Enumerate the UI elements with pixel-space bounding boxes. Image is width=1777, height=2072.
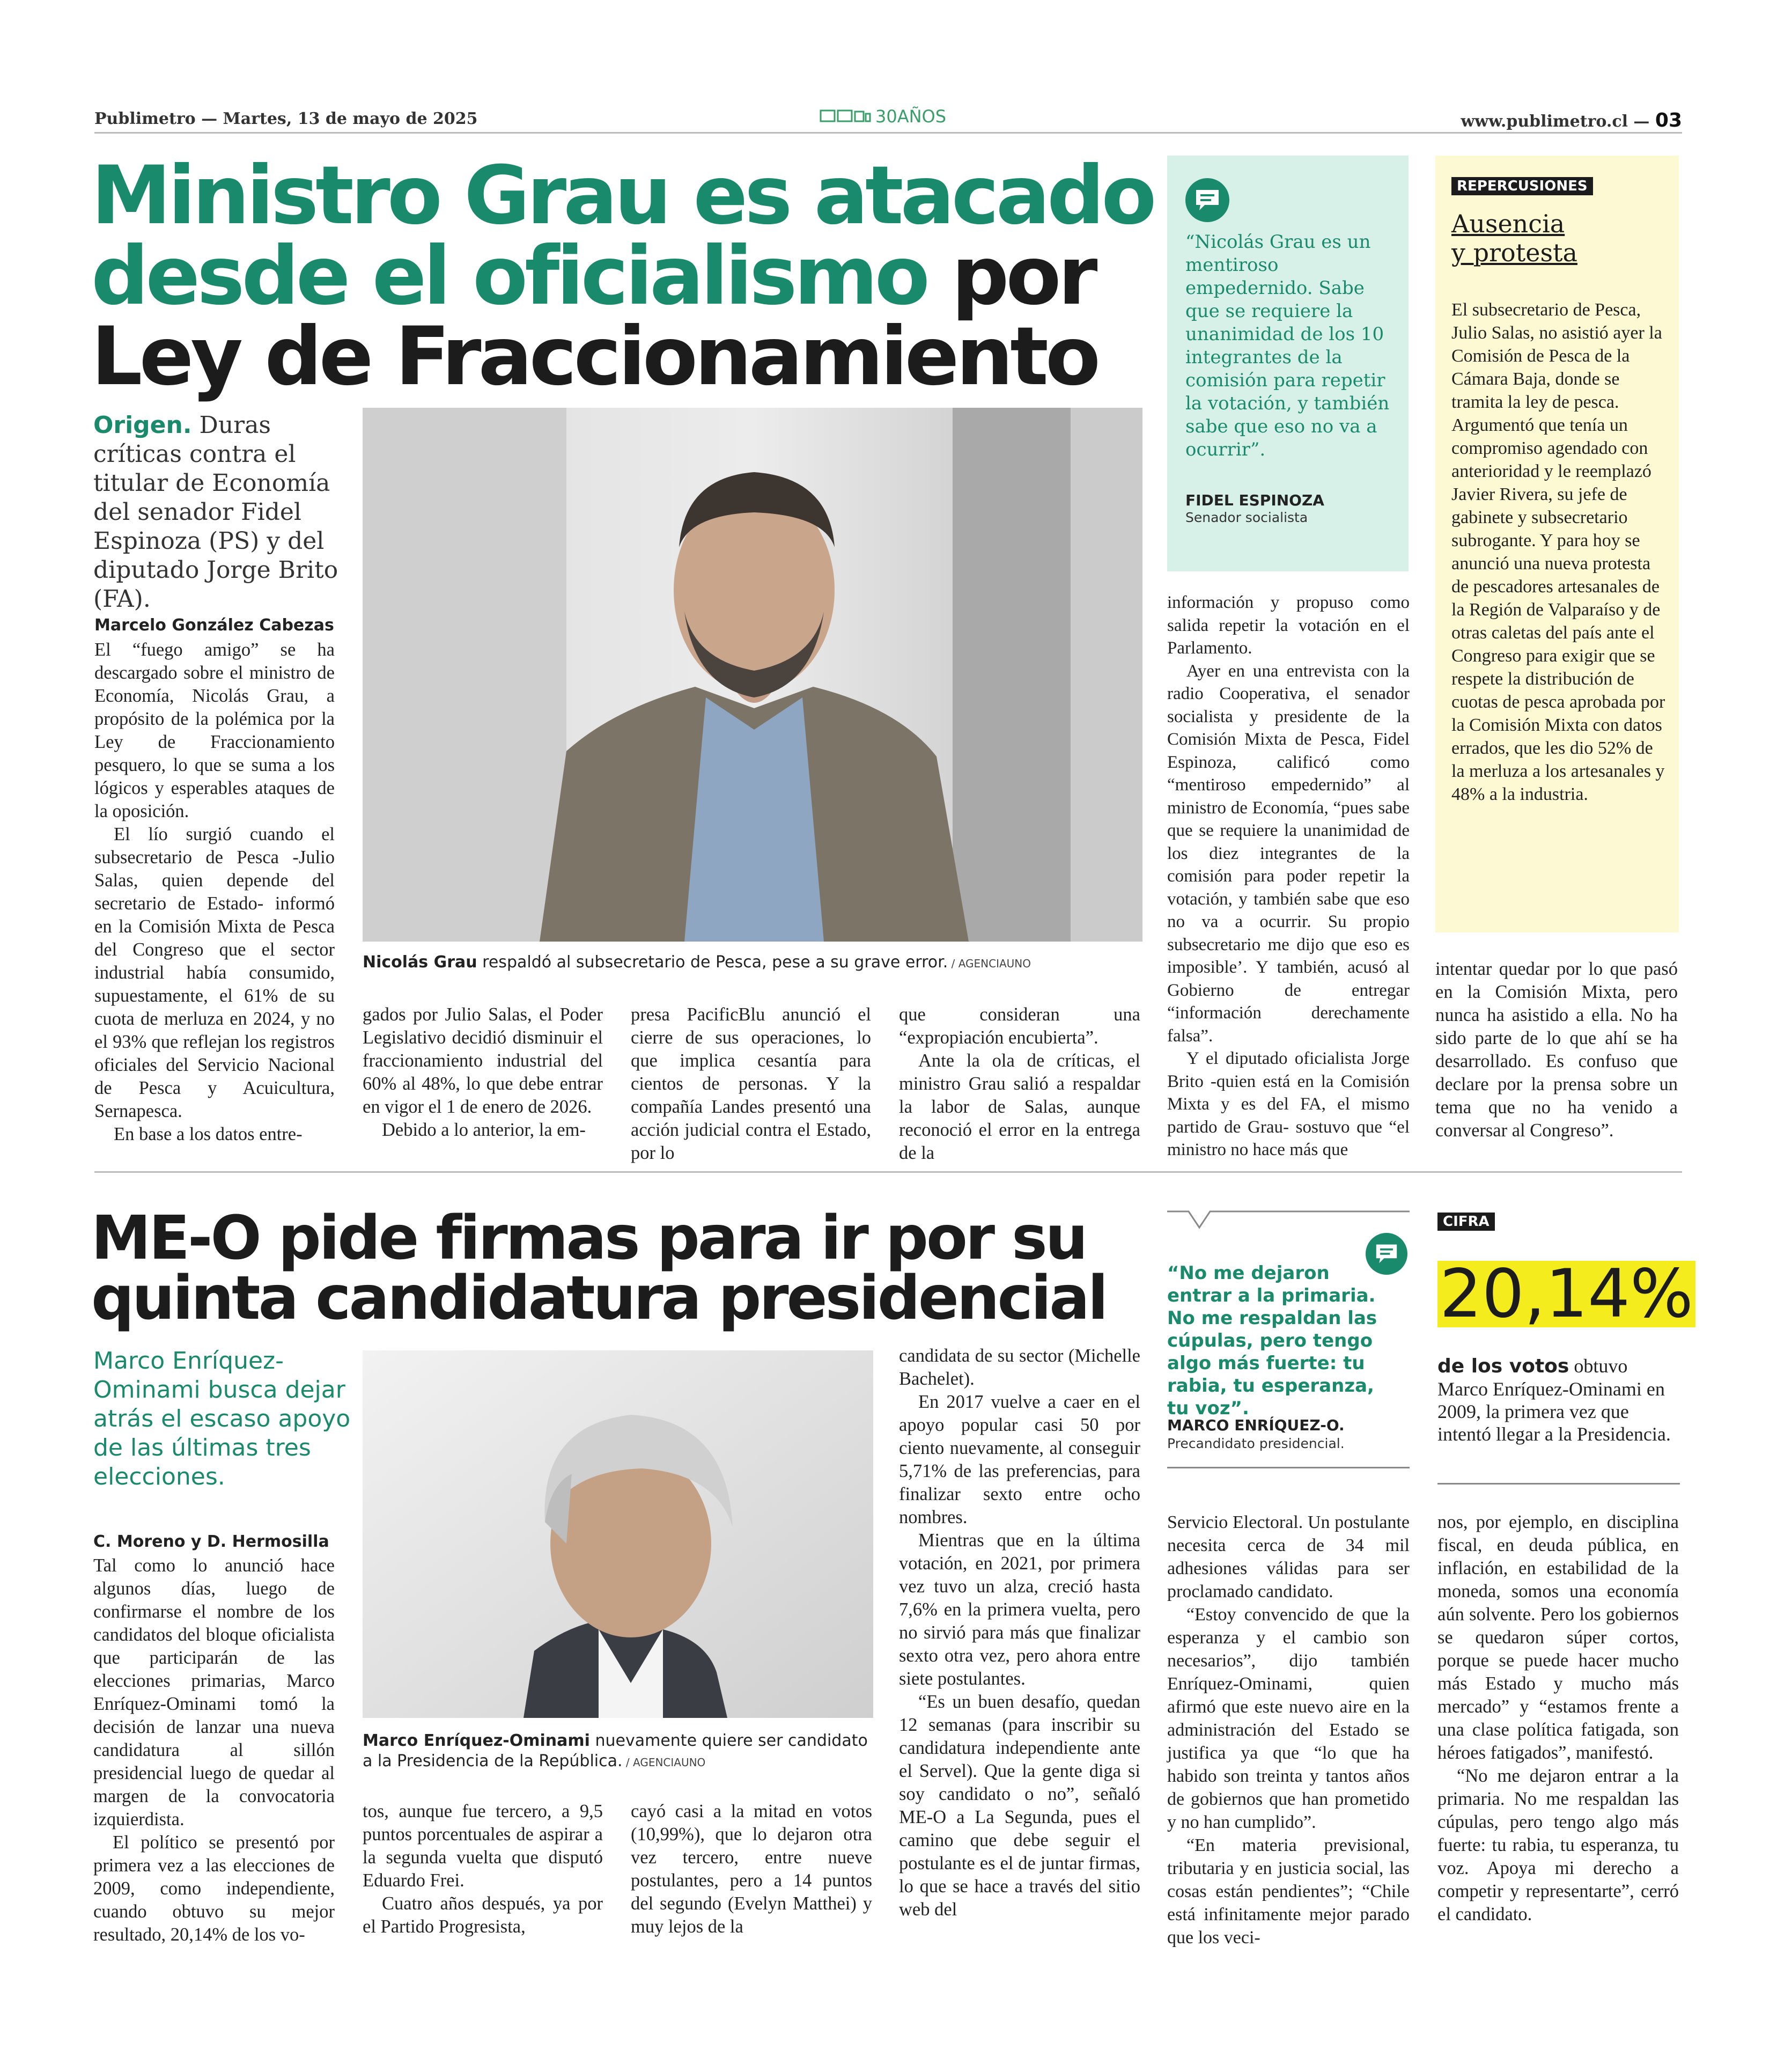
fig-text [1437, 1355, 1679, 1445]
body-paragraph: “No me dejaron entrar a la primaria. No me respaldan las cúpulas, pero tengo algo más fuerte: tu rabia, tu esperanza, tu voz. Apoya mi derecho a competir y representarte”, cerró el candidato. [1437, 1766, 1679, 1924]
body-paragraph: Servicio Electoral. Un postulante necesita cerca de 34 mil adhesiones válidas para ser proclamado candidato. [1167, 1512, 1410, 1601]
headline-line-2-dark: por [926, 230, 1095, 323]
photo2-caption [363, 1731, 878, 1773]
photo1-caption [363, 952, 1142, 974]
photo-credit: / AGENCIAUNO [622, 1756, 706, 1769]
quote2-top-rule [1167, 1210, 1410, 1230]
body-paragraph: El político se presentó por primera vez a las elecciones de 2009, como independiente, cuando obtuvo su mejor resultado, 20,14% de los vo- [93, 1832, 335, 1945]
fig-desc: obtuvo Marco Enríquez-Ominami en 2009, la primera vez que intentó llegar a la Presidencia. [1437, 1355, 1671, 1445]
body-paragraph: El “fuego amigo” se ha descargado sobre el ministro de Economía, Nicolás Grau, a propósito de la polémica por la Ley de Fraccionamiento pesquero, lo que se suma a los lógicos y esperables ataques de la oposición. [94, 640, 335, 821]
anniversary-logo [820, 106, 946, 127]
article1-col4 [899, 1003, 1140, 1165]
headline-line-1: Ministro Grau es atacado [91, 149, 1154, 243]
caption-text: respaldó al subsecretario de Pesca, pese a su grave error. [477, 953, 948, 972]
caption-text: nuevamente quiere ser candidato a la Presidencia de la República. [363, 1731, 868, 1770]
body-paragraph: candidata de su sector (Michelle Bachelet). [899, 1346, 1140, 1389]
body-paragraph: que consideran una “expropiación encubierta”. [899, 1004, 1140, 1048]
quote2-name: MARCO ENRÍQUEZ-O. [1167, 1416, 1345, 1434]
body-paragraph: cayó casi a la mitad en votos (10,99%), que lo dejaron otra vez tercero, entre nueve postulantes, pero a 14 puntos del segundo (Evelyn Matthei) y muy lejos de la [631, 1801, 872, 1937]
devices-icon [820, 108, 871, 124]
header-rule [94, 132, 1682, 134]
article1-col1 [94, 638, 335, 1146]
body-paragraph: presa PacificBlu anunció el cierre de sus operaciones, lo que implica cesantía para cientos de personas. Y la compañía Landes presentó una acción judicial contra el Estado, por lo [631, 1004, 871, 1163]
body-paragraph: Y el diputado oficialista Jorge Brito -quien está en la Comisión Mixta y es del FA, el mismo partido de Grau- sostuvo que “el ministro no hace más que [1167, 1049, 1410, 1159]
article2-col1 [93, 1554, 335, 1946]
body-paragraph: Debido a lo anterior, la em- [382, 1120, 586, 1140]
body-paragraph: “Estoy convencido de que la esperanza y el cambio son necesarios”, dijo también Enríquez-Ominami, quien afirmó que este nuevo aire en la administración del Estado se justifica ya que “lo que ha habido son treinta y tantos años de gobiernos que han prometido y no han cumplido”. [1167, 1605, 1410, 1832]
body-paragraph: nos, por ejemplo, en disciplina fiscal, en deuda pública, en inflación, en estabilidad de la moneda, somos una economía aún solvente. Pero los gobiernos se quedaron súper cortos, porque se puede hacer mucho más Estado y mucho más mercado” y “estamos frente a una clase política fatigada, son héroes fatigados”, manifestó. [1437, 1512, 1679, 1763]
quote-text: “Nicolás Grau es un mentiroso empedernido. Sabe que se requiere la unanimidad de los 10 integrantes de la comisión para repetir la votación, y también sabe que eso no va a ocurrir”. [1185, 231, 1390, 460]
article2-byline: C. Moreno y D. Hermosilla [93, 1532, 329, 1551]
body-paragraph: En 2017 vuelve a caer en el apoyo popular casi 50 por ciento nuevamente, al conseguir 5,71% de las preferencias, para finalizar sexto entre ocho nombres. [899, 1392, 1140, 1527]
body-paragraph: Tal como lo anunció hace algunos días, luego de confirmarse el nombre de los candidatos del bloque oficialista que participarán de las elecciones primarias, Marco Enríquez-Ominami tomó la decisión de lanzar una nueva candidatura al sillón presidencial luego de quedar al margen de la convocatoria izquierdista. [93, 1555, 335, 1829]
side-title-line-1: Ausencia [1451, 209, 1565, 238]
fig-value-wrap [1437, 1255, 1695, 1333]
article1-col2 [363, 1003, 603, 1142]
side-tag-wrap [1451, 177, 1593, 195]
article2-lede: Marco Enríquez-Ominami busca dejar atrás el escaso apoyo de las últimas tres elecciones. [93, 1347, 351, 1490]
headline2-line-1: ME-O pide firmas para ir por su [91, 1203, 1086, 1273]
fig-bold: de los votos [1437, 1355, 1569, 1377]
headline-line-3: Ley de Fraccionamiento [91, 310, 1098, 403]
meo-photo [363, 1350, 873, 1718]
article2-headline [91, 1203, 1164, 1333]
page-header [94, 106, 1682, 134]
quote-box-espinoza [1167, 156, 1409, 571]
caption-name: Nicolás Grau [363, 953, 477, 972]
headline-line-2 [91, 230, 1164, 323]
body-paragraph: gados por Julio Salas, el Poder Legislativo decidió disminuir el fraccionamiento industrial del 60% al 48%, lo que debe entrar en vigor el 1 de enero de 2026. [363, 1004, 603, 1117]
body-paragraph: intentar quedar por lo que pasó en la Comisión Mixta, pero nunca ha asistido a ella. No ha sido parte de lo que ahí se ha desarrollado. Es confuso que declare por la prensa sobre un tema que no ha venido a conversar al Congreso”. [1435, 959, 1678, 1141]
page-number: 03 [1655, 109, 1682, 131]
article1-col5 [1167, 591, 1410, 1162]
side-title-line-2: y protesta [1451, 238, 1577, 267]
article2-col3 [631, 1800, 872, 1938]
article1-col6 [1435, 958, 1678, 1142]
caption-name: Marco Enríquez-Ominami [363, 1731, 590, 1750]
side-body: El subsecretario de Pesca, Julio Salas, no asistió ayer la Comisión de Pesca de la Cámara Baja, donde se tramita la ley de pesca. Argumentó que tenía un compromiso agendado con anterioridad y le reemplazó Javier Rivera, su jefe de gabinete y subsecretario subrogante. Y para hoy se anunció una nueva protesta de pescadores artesanales de la Región de Valparaíso y de otras caletas del país ante el Congreso para exigir que se respete la distribución de cuotas de pesca aprobada por la Comisión Mixta con datos errados, que les dio 52% de la merluza a los artesanales y 48% a la industria. [1451, 300, 1665, 804]
article2-col5 [1167, 1511, 1410, 1949]
body-paragraph: Mientras que en la última votación, en 2021, por primera vez tuvo un alza, creció hasta 7,6% en la primera vuelta, pero no sirvió para más que finalizar sexto otra vez, pero ahora entre siete postulantes. [899, 1530, 1140, 1689]
grau-portrait-image [363, 408, 1142, 942]
side-tag: REPERCUSIONES [1451, 177, 1593, 195]
fig-tag: CIFRA [1437, 1213, 1495, 1231]
article-separator [94, 1171, 1682, 1173]
anniversary-text: 30AÑOS [875, 106, 947, 127]
article2-col4 [899, 1344, 1140, 1921]
lede-label: Origen. [93, 412, 192, 439]
quote-role: Senador socialista [1185, 510, 1308, 525]
quote2-bottom-rule [1167, 1467, 1410, 1468]
article1-col3 [631, 1003, 871, 1165]
side-title [1451, 209, 1666, 267]
fig-tag-wrap [1437, 1213, 1495, 1231]
article1-lede [93, 411, 340, 614]
site-url: www.publimetro.cl — [1461, 112, 1650, 131]
grau-photo [363, 408, 1142, 942]
article2-col2 [363, 1800, 603, 1938]
speech-bubble-icon [1185, 178, 1229, 222]
body-paragraph: Cuatro años después, ya por el Partido Progresista, [363, 1893, 603, 1937]
body-paragraph: Ayer en una entrevista con la radio Cooperativa, el senador socialista y presidente de la Comisión Mixta de Pesca, Fidel Espinoza, calificó como “mentiroso empedernido” al ministro de Economía, “pues sabe que se requiere la unanimidad de los diez integrantes de la comisión para poder repetir la votación, y también sabe que eso no va a ocurrir. Su propio subsecretario me dijo que eso es imposible’. Y también, acusó al Gobierno de entregar “información derechamente falsa”. [1167, 661, 1410, 1046]
repercusiones-box [1435, 156, 1679, 932]
body-paragraph: El lío surgió cuando el subsecretario de Pesca -Julio Salas, quien depende del secretario de Estado- informó en la Comisión Mixta de Pesca del Congreso que el sector industrial había consumido, supuestamente, el 61% de su cuota de merluza en 2024, y no el 93% que reflejan los registros oficiales del Servicio Nacional de Pesca y Acuicultura, Sernapesca. [94, 824, 335, 1121]
fig-value: 20,14% [1437, 1261, 1695, 1327]
photo-credit: / AGENCIAUNO [948, 957, 1031, 970]
quote2-role: Precandidato presidencial. [1167, 1436, 1345, 1451]
headline2-line-2: quinta candidatura presidencial [91, 1263, 1107, 1333]
quote2-text: “No me dejaron entrar a la primaria. No me respaldan las cúpulas, pero tengo algo más fuerte: tu rabia, tu esperanza, tu voz”. [1167, 1262, 1377, 1419]
page-url [1461, 109, 1682, 131]
fig-rule [1437, 1483, 1680, 1485]
meo-portrait-image [363, 1350, 873, 1718]
body-paragraph: En base a los datos entre- [114, 1124, 303, 1144]
lede-text: Duras críticas contra el titular de Economía del senador Fidel Espinoza (PS) y del diputado Jorge Brito (FA). [93, 412, 338, 613]
article1-headline [91, 149, 1164, 403]
article1-byline: Marcelo González Cabezas [94, 616, 334, 635]
body-paragraph: información y propuso como salida repetir la votación en el Parlamento. [1167, 593, 1410, 658]
article2-col6 [1437, 1511, 1679, 1926]
headline-line-2-green: desde el oficialismo [91, 230, 927, 323]
body-paragraph: Ante la ola de críticas, el ministro Grau salió a respaldar la labor de Salas, aunque reconoció el error en la entrega de la [899, 1050, 1140, 1163]
publication-date: Publimetro — Martes, 13 de mayo de 2025 [94, 109, 478, 128]
body-paragraph: “En materia previsional, tributaria y en justicia social, las cosas están pendientes”; “Chile está infinitamente mejor parado que los veci- [1167, 1835, 1410, 1948]
body-paragraph: “Es un buen desafío, quedan 12 semanas (para inscribir su candidatura independiente ante el Servel). Que la gente diga si soy candidato o no”, señaló ME-O a La Segunda, pues el camino que debe seguir el postulante es el de juntar firmas, lo que se hace a través del sitio web del [899, 1692, 1140, 1920]
body-paragraph: tos, aunque fue tercero, a 9,5 puntos porcentuales de aspirar a la segunda vuelta que disputó Eduardo Frei. [363, 1801, 603, 1891]
quote-name: FIDEL ESPINOZA [1185, 491, 1324, 509]
